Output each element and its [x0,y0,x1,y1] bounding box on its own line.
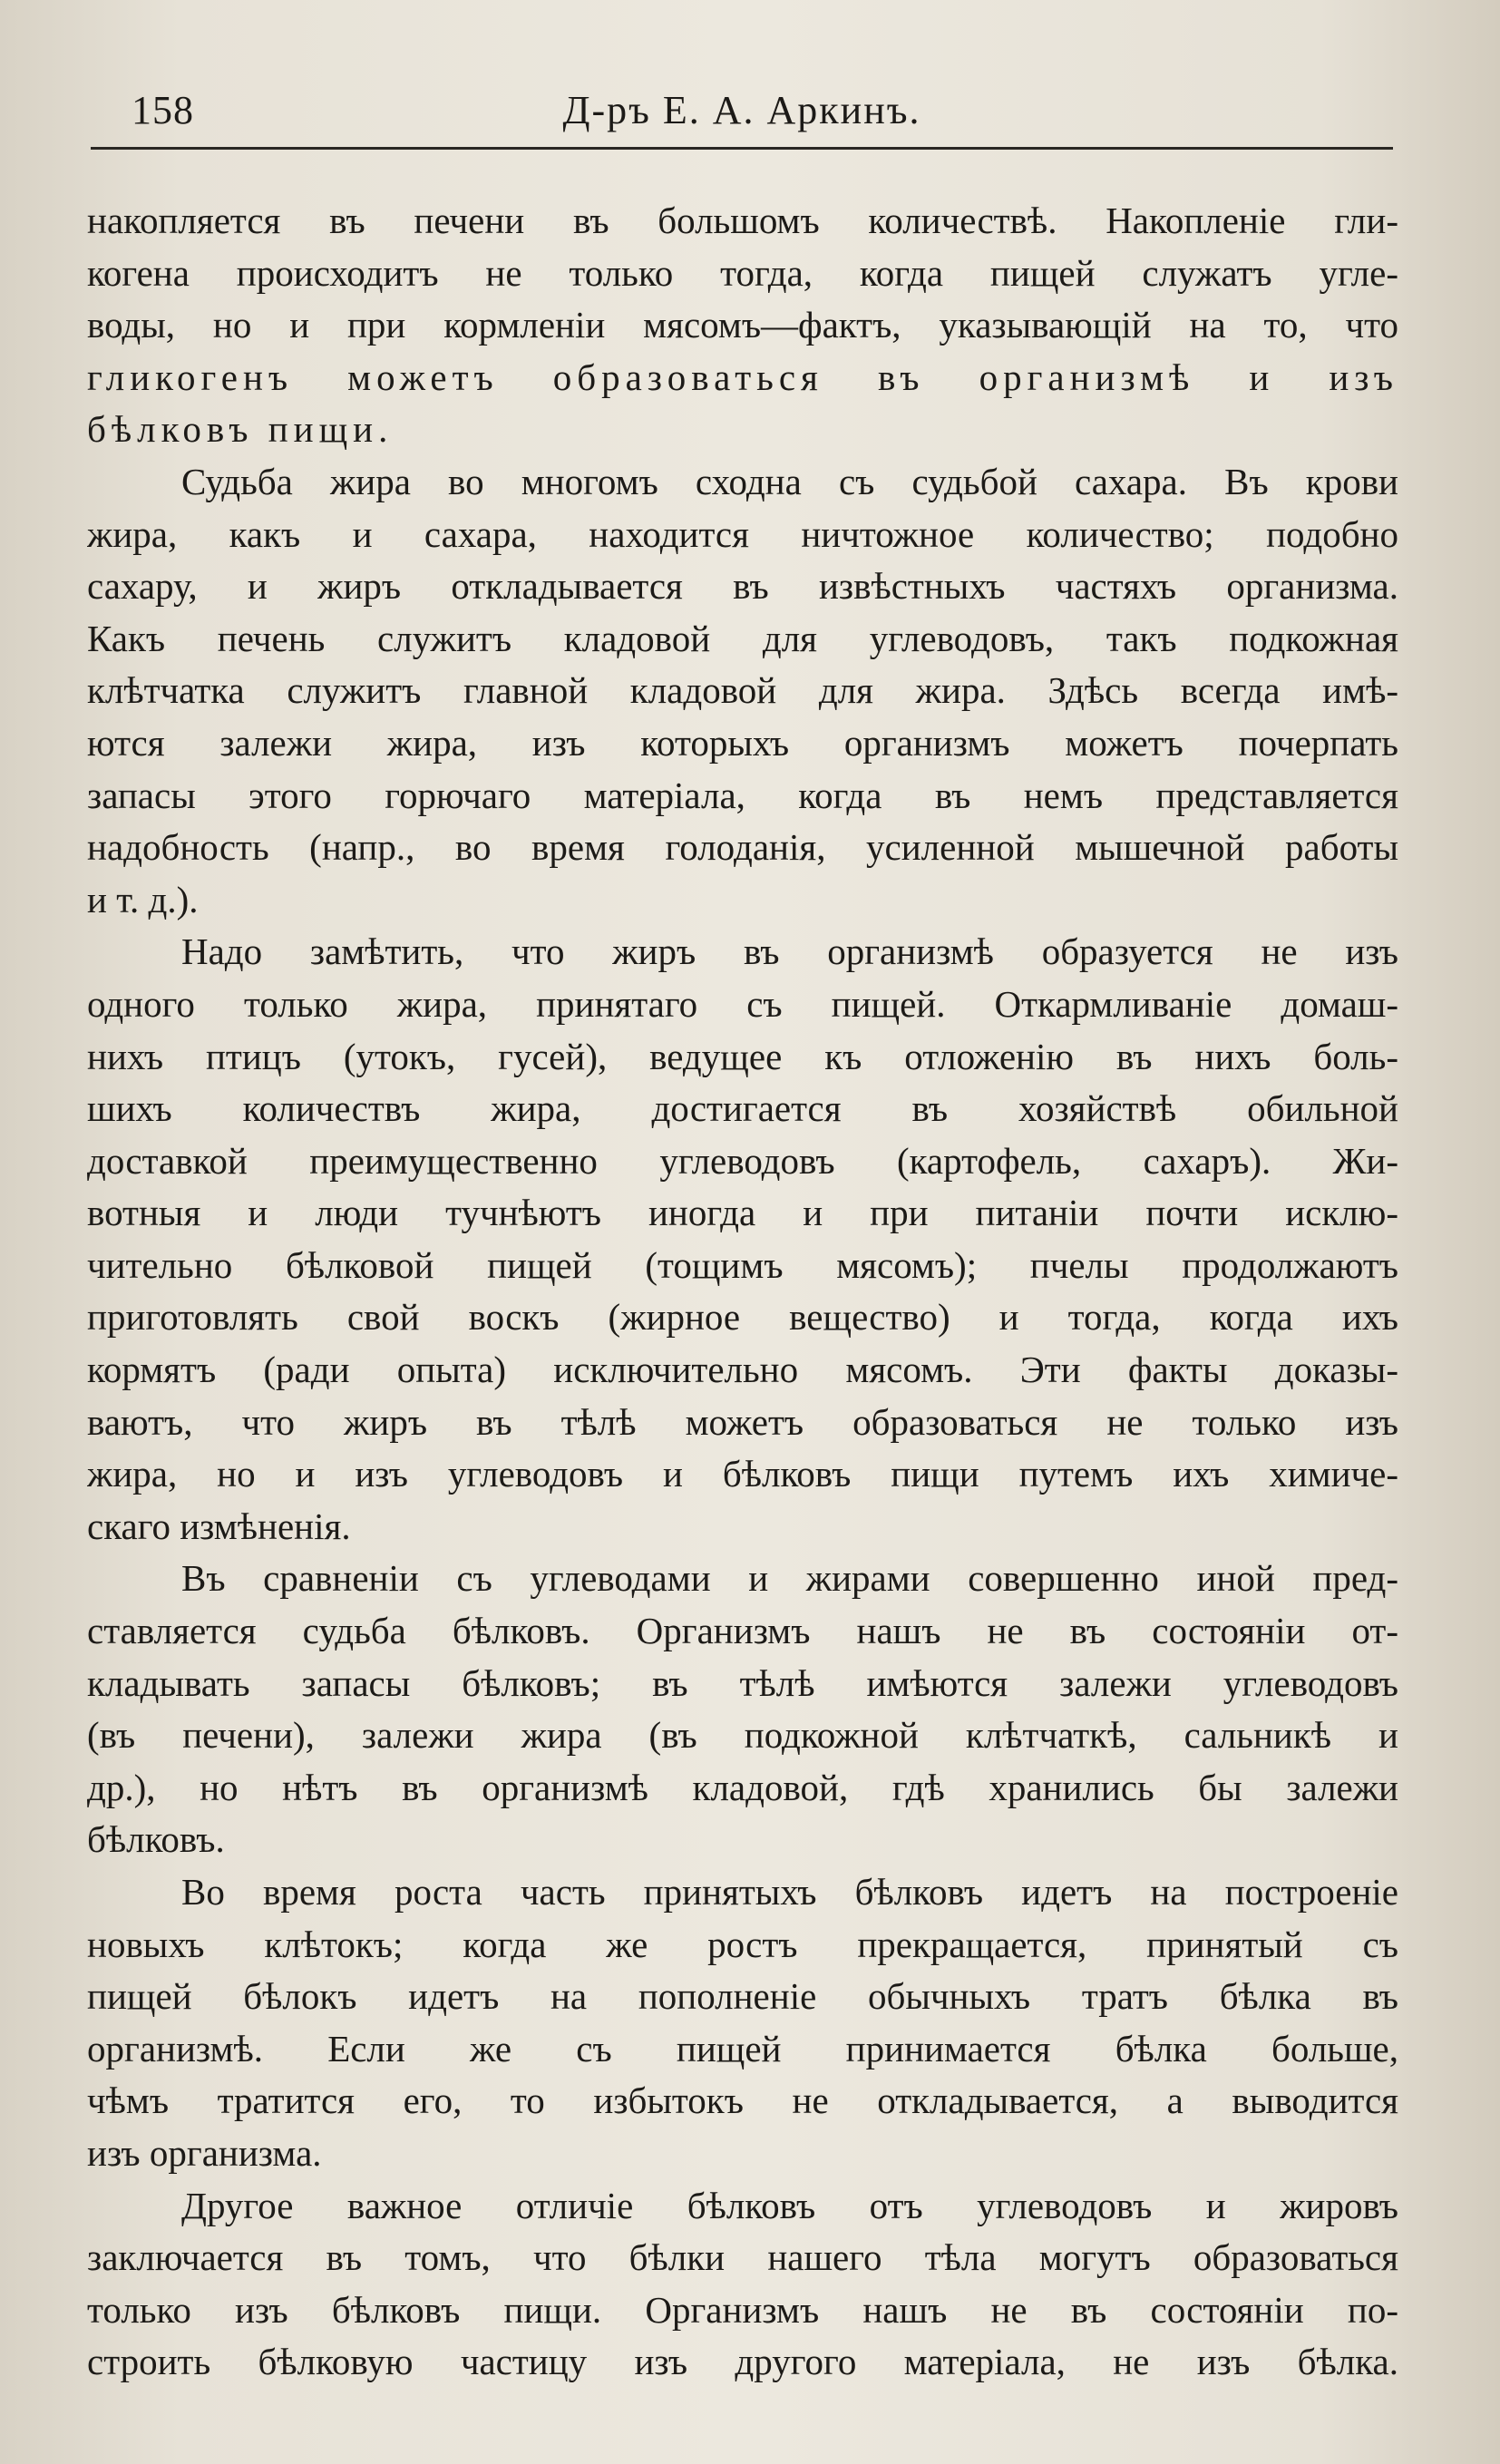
text-line: чѣмъ тратится его, то избытокъ не откладывается, а выводится [87,2079,1398,2122]
text-line: кладывать запасы бѣлковъ; въ тѣлѣ имѣются залежи углеводовъ [87,1661,1398,1704]
running-head: Д-ръ Е. А. Аркинъ. [562,88,921,132]
text-line: Надо замѣтить, что жиръ въ организмѣ образуется не изъ [181,930,1398,973]
text-line: доставкой преимущественно углеводовъ (картофель, сахаръ). Жи- [87,1139,1398,1182]
text-line: строить бѣлковую частицу изъ другого матеріала, не изъ бѣлка. [87,2341,1398,2383]
text-line: клѣтчатка служитъ главной кладовой для жира. Здѣсь всегда имѣ- [87,669,1398,712]
text-line: одного только жира, принятаго съ пищей. Откармливаніе домаш- [87,982,1398,1025]
header-rule [91,147,1393,150]
text-line: новыхъ клѣтокъ; когда же ростъ прекращается, принятый съ [87,1923,1398,1965]
text-line: ставляется судьба бѣлковъ. Организмъ нашъ не въ состояніи от- [87,1610,1398,1652]
text-line: скаго измѣненія. [87,1505,351,1547]
text-line: вотныя и люди тучнѣютъ иногда и при питаніи почти исклю- [87,1192,1398,1234]
text-line: нихъ птицъ (утокъ, гусей), ведущее къ отложенію въ нихъ боль- [87,1035,1398,1077]
text-line: чительно бѣлковой пищей (тощимъ мясомъ); пчелы продолжаютъ [87,1243,1398,1286]
text-line: когена происходитъ не только тогда, когда пищей служатъ угле- [87,251,1398,294]
text-line: и т. д.). [87,878,199,920]
body-text [87,195,1398,2389]
text-line: Во время роста часть принятыхъ бѣлковъ идетъ на построеніе [181,1871,1398,1913]
text-line: бѣлковъ пищи. [87,408,394,451]
text-line: заключается въ томъ, что бѣлки нашего тѣла могутъ образоваться [87,2236,1398,2279]
text-line: ются залежи жира, изъ которыхъ организмъ можетъ почерпать [87,721,1398,764]
text-line: запасы этого горючаго матеріала, когда въ немъ представляется [87,774,1398,816]
text-line: ваютъ, что жиръ въ тѣлѣ можетъ образоваться не только изъ [87,1400,1398,1443]
text-line: воды, но и при кормленіи мясомъ—фактъ, указывающій на то, что [87,304,1398,346]
text-line: Въ сравненіи съ углеводами и жирами совершенно иной пред- [181,1557,1398,1600]
text-line: пищей бѣлокъ идетъ на пополненіе обычныхъ тратъ бѣлка въ [87,1975,1398,2018]
text-line: (въ печени), залежи жира (въ подкожной клѣтчаткѣ, сальникѣ и [87,1714,1398,1757]
text-line: др.), но нѣтъ въ организмѣ кладовой, гдѣ хранились бы залежи [87,1766,1398,1808]
text-line: жира, какъ и сахара, находится ничтожное количество; подобно [87,512,1398,555]
text-line: сахару, и жиръ откладывается въ извѣстныхъ частяхъ организма. [87,565,1398,608]
text-line: Судьба жира во многомъ сходна съ судьбой сахара. Въ крови [181,460,1398,502]
text-line: гликогенъ можетъ образоваться въ организмѣ и изъ [87,355,1398,398]
text-line: бѣлковъ. [87,1818,225,1861]
page-number: 158 [131,88,194,132]
text-line: Какъ печень служитъ кладовой для углеводовъ, такъ подкожная [87,617,1398,659]
text-line: организмѣ. Если же съ пищей принимается бѣлка больше, [87,2027,1398,2070]
text-line: надобность (напр., во время голоданія, усиленной мышечной работы [87,826,1398,869]
text-line: Другое важное отличіе бѣлковъ отъ углеводовъ и жировъ [181,2184,1398,2226]
page-header [91,87,1393,151]
text-line: кормятъ (ради опыта) исключительно мясомъ. Эти факты доказы- [87,1349,1398,1391]
text-line: приготовлять свой воскъ (жирное вещество) и тогда, когда ихъ [87,1296,1398,1339]
text-line: накопляется въ печени въ большомъ количествѣ. Накопленіе гли- [87,200,1398,241]
text-line: только изъ бѣлковъ пищи. Организмъ нашъ не въ состояніи по- [87,2288,1398,2331]
text-line: жира, но и изъ углеводовъ и бѣлковъ пищи путемъ ихъ химиче- [87,1453,1398,1495]
text-line: изъ организма. [87,2131,322,2174]
text-line: шихъ количествъ жира, достигается въ хозяйствѣ обильной [87,1087,1398,1130]
